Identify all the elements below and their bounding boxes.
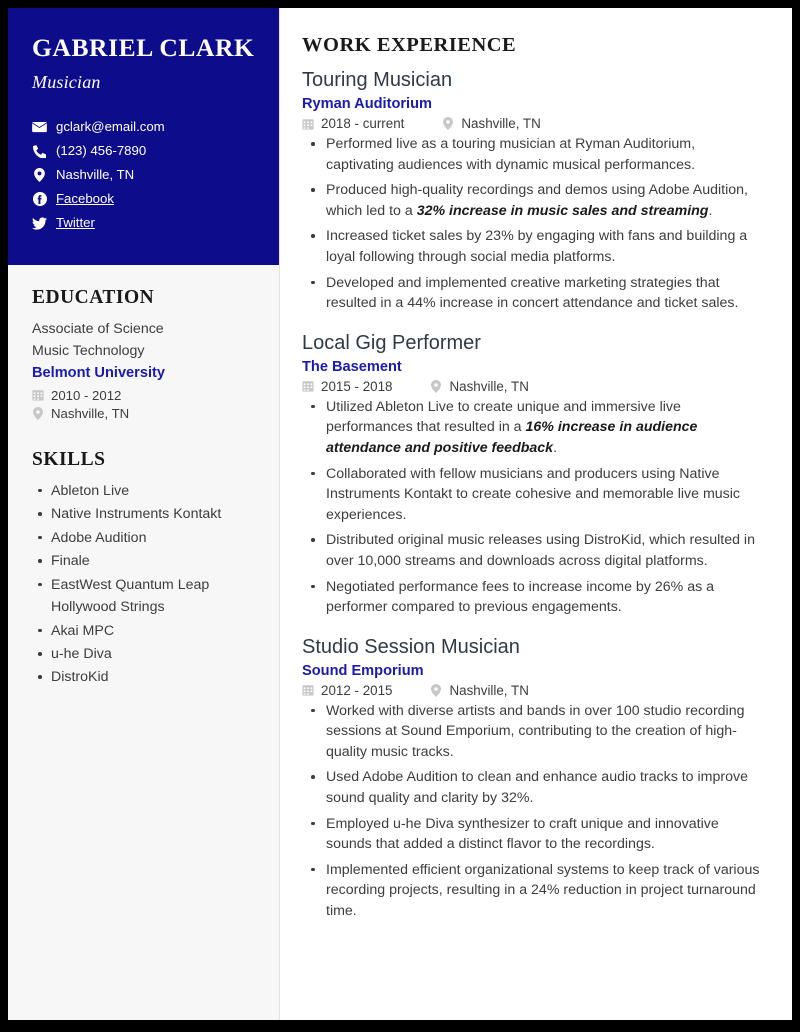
contact-row-facebook[interactable]: [32, 191, 255, 208]
contact-text[interactable]: Facebook: [56, 191, 114, 207]
job-bullet: Developed and implemented creative marketing strategies that resulted in a 44% increase in concert attendance and ticket sales.: [302, 273, 766, 314]
education-field: Music Technology: [32, 343, 145, 360]
job-dates-group: [302, 116, 404, 131]
skill-item: Finale: [32, 550, 255, 572]
job-entry: [302, 635, 766, 922]
job-meta: [302, 379, 766, 394]
skills-list: [32, 480, 255, 689]
work-experience-heading: WORK EXPERIENCE: [302, 34, 517, 56]
job-location: Nashville, TN: [449, 682, 529, 698]
candidate-name: GABRIEL CLARK: [32, 33, 255, 62]
job-bullets: [302, 134, 766, 314]
main-column: [280, 8, 792, 1020]
job-bullet: Collaborated with fellow musicians and producers using Native Instruments Kontakt to create cohesive and memorable live music experiences.: [302, 464, 766, 526]
sidebar-header: [8, 8, 279, 265]
sidebar: [8, 8, 280, 1020]
contact-text: gclark@email.com: [56, 119, 165, 135]
calendar-icon: [32, 389, 44, 402]
skill-item: u-he Diva: [32, 643, 255, 665]
job-bullet: Used Adobe Audition to clean and enhance audio tracks to improve sound quality and clarity by 32%.: [302, 767, 766, 808]
candidate-role: Musician: [32, 72, 101, 93]
phone-icon: [32, 144, 47, 159]
contact-list: [32, 119, 255, 232]
job-bullets: [302, 701, 766, 922]
education-heading: EDUCATION: [32, 287, 155, 309]
contact-row-map-pin: [32, 167, 255, 184]
job-meta: [302, 116, 766, 131]
contact-row-phone: [32, 143, 255, 160]
skill-item: Akai MPC: [32, 620, 255, 642]
contact-row-envelope: [32, 119, 255, 136]
education-dates: 2010 - 2012: [51, 387, 122, 403]
job-bullets: [302, 397, 766, 618]
job-location-group: [442, 116, 540, 131]
job-meta: [302, 683, 766, 698]
skill-item: Ableton Live: [32, 480, 255, 502]
job-dates: 2012 - 2015: [321, 682, 393, 698]
facebook-icon: [32, 192, 47, 207]
job-title: Studio Session Musician: [302, 635, 520, 658]
twitter-icon: [32, 216, 47, 231]
contact-row-twitter[interactable]: [32, 215, 255, 232]
job-location: Nashville, TN: [449, 378, 529, 394]
map-pin-icon: [430, 380, 442, 393]
skills-section: [32, 449, 255, 689]
skill-item: Adobe Audition: [32, 527, 255, 549]
education-school: Belmont University: [32, 365, 165, 382]
job-location-group: [430, 379, 528, 394]
job-title: Touring Musician: [302, 69, 453, 91]
job-dates: 2018 - current: [321, 116, 405, 131]
calendar-icon: [302, 380, 314, 393]
job-company: Sound Emporium: [302, 662, 424, 679]
job-dates: 2015 - 2018: [321, 378, 393, 394]
job-location-group: [430, 683, 528, 698]
sidebar-body: [8, 265, 279, 689]
contact-text: (123) 456-7890: [56, 143, 147, 159]
job-bullet: Worked with diverse artists and bands in over 100 studio recording sessions at Sound Emporium, contributing to the creation of high-quality music tracks.: [302, 701, 766, 763]
skill-item: DistroKid: [32, 666, 255, 688]
job-title: Local Gig Performer: [302, 331, 481, 354]
education-section: [32, 287, 255, 421]
job-bullet: Increased ticket sales by 23% by engaging with fans and building a loyal following through social media platforms.: [302, 226, 766, 267]
job-dates-group: [302, 683, 392, 698]
job-company: The Basement: [302, 358, 402, 375]
job-company: Ryman Auditorium: [302, 96, 432, 112]
map-pin-icon: [32, 407, 44, 420]
calendar-icon: [302, 684, 314, 697]
jobs-container: [302, 68, 766, 922]
education-dates-row: [32, 388, 255, 403]
job-dates-group: [302, 379, 392, 394]
job-bullet: Performed live as a touring musician at Ryman Auditorium, captivating audiences with dynamic musical performances.: [302, 134, 766, 175]
skill-item: EastWest Quantum Leap Hollywood Strings: [32, 574, 255, 619]
map-pin-icon: [442, 117, 454, 130]
skill-item: Native Instruments Kontakt: [32, 503, 255, 525]
contact-text: Nashville, TN: [56, 167, 135, 183]
calendar-icon: [302, 117, 314, 130]
job-bullet: Distributed original music releases using DistroKid, which resulted in over 10,000 streams and downloads across digital platforms.: [302, 530, 766, 571]
job-entry: [302, 331, 766, 618]
education-location-row: [32, 406, 255, 421]
bullet-highlight: 32% increase in music sales and streaming: [416, 202, 709, 219]
job-location: Nashville, TN: [461, 116, 541, 131]
map-pin-icon: [430, 684, 442, 697]
education-degree: Associate of Science: [32, 321, 164, 338]
job-bullet: Produced high-quality recordings and demos using Adobe Audition, which led to a 32% increase in music sales and streaming.: [302, 180, 766, 221]
job-entry: [302, 68, 766, 314]
map-pin-icon: [32, 168, 47, 183]
job-bullet: Implemented efficient organizational systems to keep track of various recording projects, resulting in a 24% reduction in project turnaround time.: [302, 860, 766, 922]
contact-text[interactable]: Twitter: [56, 215, 95, 231]
job-bullet: Utilized Ableton Live to create unique and immersive live performances that resulted in a 16% increase in audience attendance and positive feedback.: [302, 397, 766, 459]
job-bullet: Negotiated performance fees to increase income by 26% as a performer compared to previous engagements.: [302, 577, 766, 618]
resume-page: [8, 8, 792, 1020]
education-location: Nashville, TN: [51, 405, 130, 421]
bullet-highlight: 16% increase in audience attendance and positive feedback: [326, 419, 698, 456]
envelope-icon: [32, 120, 47, 135]
skills-heading: SKILLS: [32, 448, 106, 470]
job-bullet: Employed u-he Diva synthesizer to craft unique and innovative sounds that added a distinct flavor to the recordings.: [302, 814, 766, 855]
